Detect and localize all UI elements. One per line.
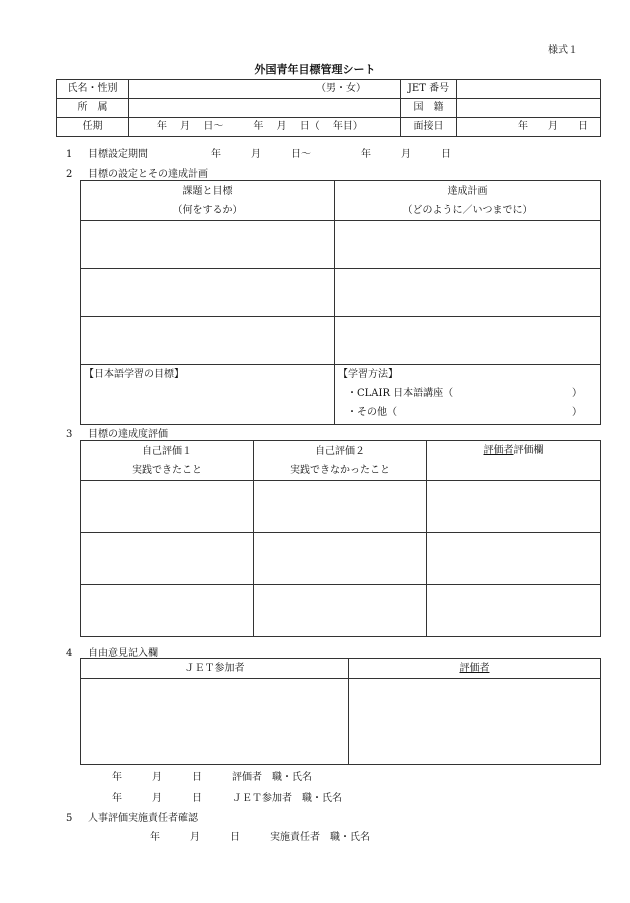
section-4-label: 自由意見記入欄: [88, 648, 158, 659]
japanese-goal-label: 【日本語学習の目標】: [84, 369, 184, 380]
self-eval-1-title: 自己評価１: [142, 445, 192, 457]
plan-cell[interactable]: [335, 317, 601, 365]
goal-cell[interactable]: [81, 269, 335, 317]
section-4-heading: 4 自由意見記入欄: [66, 648, 158, 659]
goal-cell[interactable]: [81, 317, 335, 365]
self-eval-2-header: [254, 441, 427, 481]
not-achieved-cell[interactable]: [254, 481, 427, 533]
jet-signature-line[interactable]: 年 月 日 ＪＥＴ参加者 職・氏名: [112, 793, 342, 804]
personal-info-table: [56, 79, 601, 137]
goal-plan-table: [80, 180, 601, 425]
achievement-plan-subtitle: （どのように／いつまでに）: [402, 204, 533, 216]
department-field[interactable]: [129, 99, 401, 118]
self-eval-2-title: 自己評価２: [315, 445, 365, 457]
term-field[interactable]: 年 月 日～ 年 月 日（ 年目）: [129, 118, 401, 137]
goal-cell[interactable]: [81, 221, 335, 269]
nationality-label: 国 籍: [401, 99, 457, 118]
section-3-heading: 3 目標の達成度評価: [66, 429, 168, 440]
clair-course-option[interactable]: ・CLAIR 日本語講座（: [347, 388, 454, 399]
department-label: 所 属: [57, 99, 129, 118]
achieved-cell[interactable]: [81, 481, 254, 533]
not-achieved-cell[interactable]: [254, 533, 427, 585]
name-gender-field[interactable]: [129, 80, 401, 99]
name-gender-label: 氏名・性別: [57, 80, 129, 99]
clair-paren-close: ）: [572, 388, 582, 399]
jet-number-field[interactable]: [457, 80, 601, 99]
section-2-label: 目標の設定とその達成計画: [88, 169, 208, 180]
evaluator-signature-line[interactable]: 年 月 日 評価者 職・氏名: [112, 772, 312, 783]
jet-number-label: JET 番号: [401, 80, 457, 99]
goal-period-field[interactable]: 年 月 日～ 年 月 日: [211, 149, 451, 160]
achieved-cell[interactable]: [81, 585, 254, 637]
evaluator-title-rest: 評価欄: [513, 445, 544, 456]
japanese-goal-cell[interactable]: [81, 365, 335, 425]
section-5-heading: 5 人事評価実施責任者確認: [66, 813, 198, 824]
evaluator-column-header: [427, 441, 601, 481]
self-eval-1-subtitle: 実践できたこと: [132, 464, 202, 476]
evaluator-cell[interactable]: [427, 585, 601, 637]
achievement-plan-title: 達成計画: [447, 185, 488, 197]
self-eval-1-header: [81, 441, 254, 481]
evaluator-title-underlined: 評価者: [483, 445, 514, 456]
task-goal-header: [81, 181, 335, 221]
page-title: 外国青年目標管理シート: [254, 63, 376, 76]
jet-participant-header: ＪＥＴ参加者: [81, 659, 349, 679]
gender-options[interactable]: （男・女）: [316, 83, 366, 94]
evaluator-comment-cell[interactable]: [349, 679, 601, 765]
term-label: 任期: [57, 118, 129, 137]
section-1-label: 目標設定期間: [88, 149, 148, 160]
study-method-label: 【学習方法】: [338, 369, 398, 380]
interview-date-label: 面接日: [401, 118, 457, 137]
not-achieved-cell[interactable]: [254, 585, 427, 637]
plan-cell[interactable]: [335, 269, 601, 317]
plan-cell[interactable]: [335, 221, 601, 269]
evaluator-cell[interactable]: [427, 481, 601, 533]
task-goal-subtitle: （何をするか）: [172, 204, 243, 216]
evaluator-cell[interactable]: [427, 533, 601, 585]
other-paren-close: ）: [572, 407, 582, 418]
manager-signature-line[interactable]: 年 月 日 実施責任者 職・氏名: [150, 832, 370, 843]
achieved-cell[interactable]: [81, 533, 254, 585]
nationality-field[interactable]: [457, 99, 601, 118]
interview-date-field[interactable]: 年 月 日: [457, 118, 601, 137]
evaluator-header: 評価者: [349, 659, 601, 679]
jet-comment-cell[interactable]: [81, 679, 349, 765]
form-number: 様式１: [548, 45, 578, 56]
section-1-heading: 1 目標設定期間: [66, 149, 148, 160]
study-method-cell[interactable]: [335, 365, 601, 425]
self-eval-2-subtitle: 実践できなかったこと: [290, 464, 390, 476]
other-method-option[interactable]: ・その他（: [347, 407, 397, 418]
section-3-label: 目標の達成度評価: [88, 429, 168, 440]
free-comment-table: [80, 658, 601, 765]
self-evaluation-table: [80, 440, 601, 637]
section-2-heading: 2 目標の設定とその達成計画: [66, 169, 208, 180]
task-goal-title: 課題と目標: [182, 185, 233, 197]
section-5-label: 人事評価実施責任者確認: [88, 813, 198, 824]
achievement-plan-header: [335, 181, 601, 221]
